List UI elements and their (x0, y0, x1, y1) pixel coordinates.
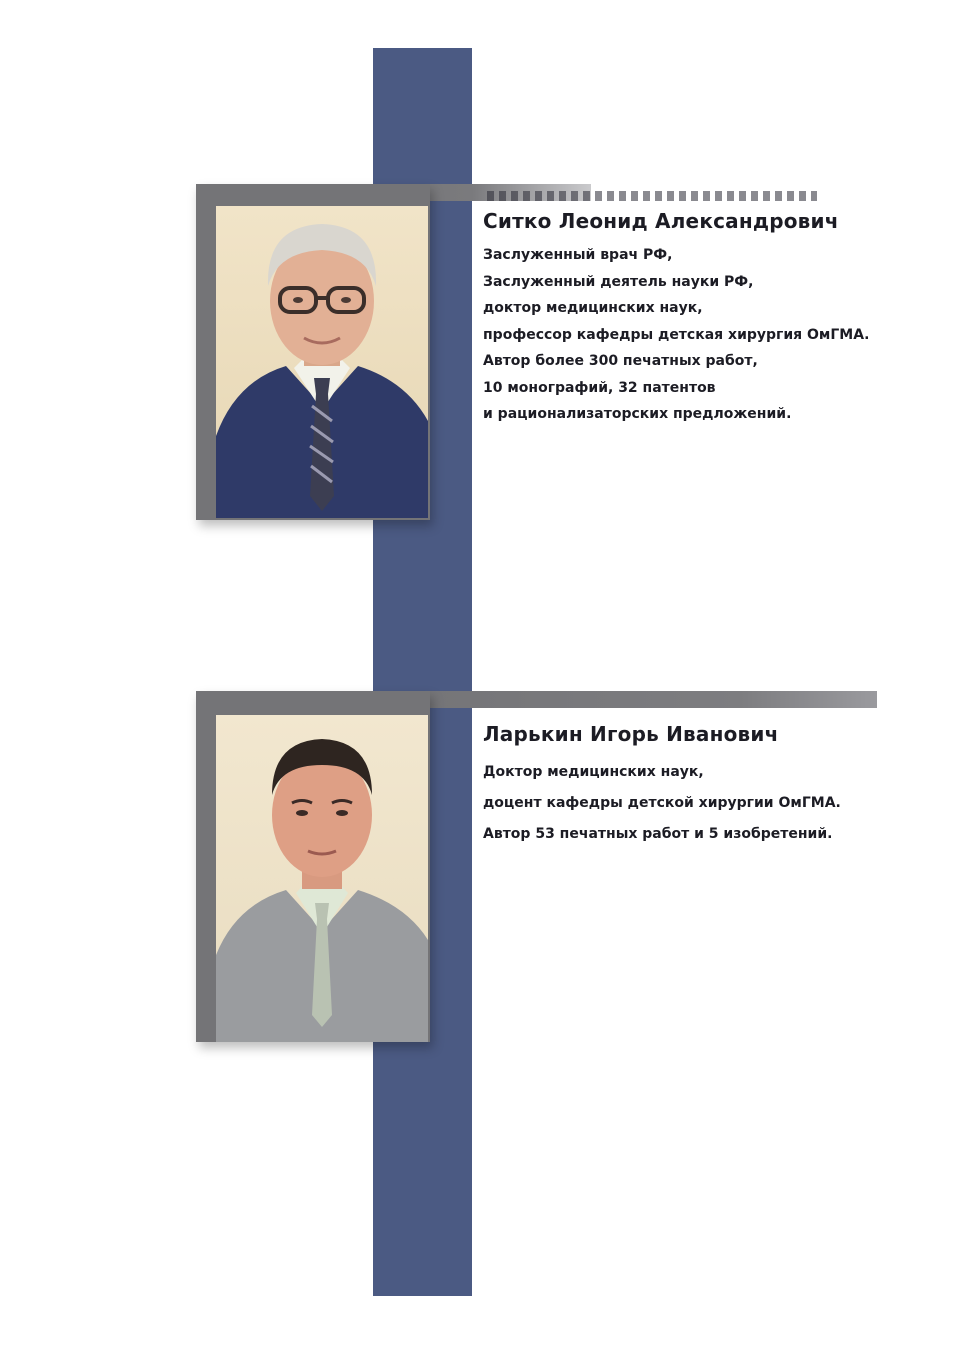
profile-2 (483, 721, 841, 850)
profile-2-name: Ларькин Игорь Иванович (483, 722, 779, 746)
profile-2-line-2: доцент кафедры детской хирургии ОмГМА. (483, 795, 841, 811)
profile-1-line-5: Автор более 300 печатных работ, (483, 353, 758, 369)
photo-frame-1 (196, 184, 430, 520)
profile-1-line-2: Заслуженный деятель науки РФ, (483, 273, 754, 290)
profile-1-line-7: и рационализаторских предложений. (483, 406, 792, 422)
profile-1-line-3: доктор медицинских наук, (483, 300, 703, 316)
print-smudge (487, 191, 817, 201)
profile-2-line-3: Автор 53 печатных работ и 5 изобретений. (483, 826, 833, 842)
profile-1-line-1: Заслуженный врач РФ, (483, 247, 673, 263)
profile-1-line-4: профессор кафедры детская хирургия ОмГМА. (483, 326, 870, 343)
profile-2-line-1: Доктор медицинских наук, (483, 764, 704, 780)
profile-1-line-6: 10 монографий, 32 патентов (483, 379, 716, 396)
photo-frame-2 (196, 691, 430, 1042)
profile-1-name: Ситко Леонид Александрович (483, 209, 839, 233)
portrait-photo-1 (216, 206, 428, 518)
portrait-photo-2 (216, 715, 428, 1042)
profile-1 (483, 208, 869, 428)
